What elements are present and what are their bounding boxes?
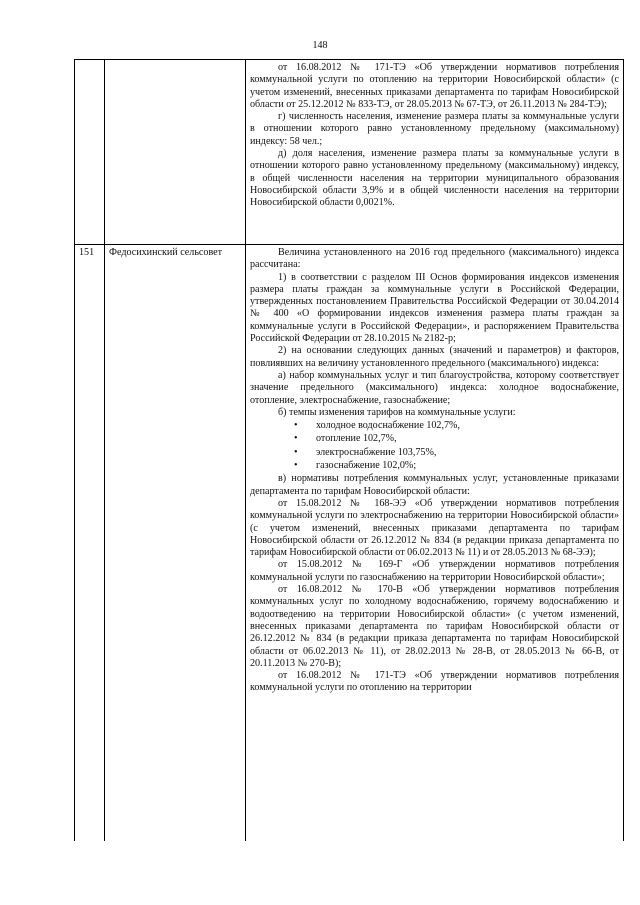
list-item: • газоснабжение 102,0%; [316, 460, 619, 472]
municipality-cell [105, 60, 246, 245]
paragraph: 1) в соответствии с разделом III Основ формирования индексов изменения размера платы граждан за коммунальные услуги в Российской Федерации, утвержденных постановлением Правительства Российской Федерации от 30.04.2014 № 400 «О формировании индексов изменения размера платы граждан за коммунальные услуги в Российской Федерации», и распоряжением Правительства Российской Федерации от 28.10.2015 № 2182-р; [250, 271, 619, 345]
paragraph: д) доля населения, изменение размера платы за коммунальные услуги в отношении которого равно установленному предельному (максимальному) индексу, в общей численности населения на территории муниципального образования Новосибирской области 3,9% и в общей численности населения на территории Новосибирской области 0,0021%. [250, 148, 619, 209]
page-number: 148 [312, 40, 328, 51]
paragraph: от 16.08.2012 № 170-В «Об утверждении нормативов потребления коммунальных услуг по холодному водоснабжению, горячему водоснабжению и водоотведению на территории Новосибирской области» (с учетом изменений, внесенных приказами департамента по тарифам Новосибирской области от 26.12.2012 № 834 (в редакции приказа департамента по тарифам Новосибирской области от 06.02.2013 № 11), от 28.02.2013 № 28-В, от 28.05.2013 № 66-В, от 20.11.2013 № 270-В); [250, 584, 619, 669]
tariff-index-table [74, 59, 624, 841]
paragraph: от 16.08.2012 № 171-ТЭ «Об утверждении нормативов потребления коммунальной услуги по отоплению на территории Новосибирской области» (с учетом изменений, внесенных приказами департамента по тарифам Новосибирской области от 25.12.2012 № 833-ТЭ, от 28.05.2013 № 67-ТЭ, от 26.11.2013 № 284-ТЭ); [250, 62, 619, 110]
paragraph: г) численность населения, изменение размера платы за коммунальные услуги в отношении которого равно установленному предельному (максимальному) индексу: 58 чел.; [250, 111, 619, 147]
list-item: • электроснабжение 103,75%, [316, 447, 619, 459]
list-item: • отопление 102,7%, [316, 433, 619, 445]
table-row [75, 60, 624, 245]
paragraph: а) набор коммунальных услуг и тип благоустройства, которому соответствует значение предельного (максимального) индекса: холодное водоснабжение, отопление, электроснабжение, газоснабжение; [250, 369, 619, 406]
description-cell [246, 245, 624, 842]
paragraph: Величина установленного на 2016 год предельного (максимального) индекса рассчитана: [250, 247, 619, 271]
table-row [75, 245, 624, 842]
paragraph: от 15.08.2012 № 169-Г «Об утверждении нормативов потребления коммунальной услуги по газоснабжению на территории Новосибирской области»; [250, 559, 619, 583]
paragraph: б) темпы изменения тарифов на коммунальные услуги: [278, 406, 516, 418]
paragraph: в) нормативы потребления коммунальных услуг, установленные приказами департамента по тарифам Новосибирской области: [250, 473, 619, 497]
row-number-cell: 151 [75, 245, 105, 842]
list-item: • холодное водоснабжение 102,7%, [316, 420, 619, 432]
paragraph: от 16.08.2012 № 171-ТЭ «Об утверждении нормативов потребления коммунальной услуги по отоплению на территории [250, 670, 619, 694]
paragraph: от 15.08.2012 № 168-ЭЭ «Об утверждении нормативов потребления коммунальной услуги по электроснабжению на территории Новосибирской области» (с учетом изменений, внесенных приказами департамента по тарифам Новосибирской области от 26.12.2012 № 834 (в редакции приказа департамента по тарифам Новосибирской области от 06.02.2013 № 11) и от 28.05.2013 № 68-ЭЭ); [250, 497, 619, 559]
row-number-cell [75, 60, 105, 245]
municipality-cell: Федосихинский сельсовет [105, 245, 246, 842]
description-cell [246, 60, 624, 245]
tariff-growth-list [250, 420, 619, 472]
paragraph: 2) на основании следующих данных (значений и параметров) и факторов, повлиявших на величину установленного предельного (максимального) индекса: [250, 345, 619, 369]
